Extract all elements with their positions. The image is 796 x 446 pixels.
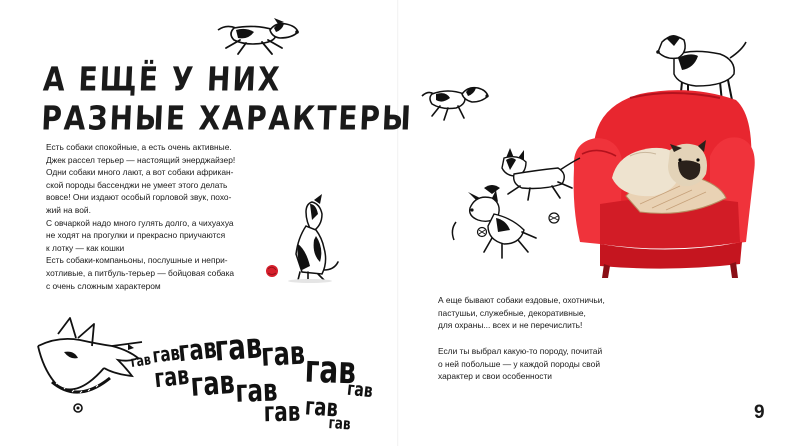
- text-line: Одни собаки много лают, а вот собаки африкан-: [46, 167, 234, 178]
- right-body-text-2: [438, 345, 644, 383]
- text-line: для охраны... всех и не перечислить!: [438, 320, 583, 331]
- page-number: 9: [754, 402, 765, 423]
- paragraph: [46, 254, 268, 292]
- bark-word: гав: [304, 346, 357, 393]
- bark-word: гав: [263, 394, 301, 428]
- text-line: о ней побольше — у каждой породы свой: [438, 358, 600, 369]
- paragraph: [46, 166, 268, 216]
- paragraph: [438, 345, 644, 383]
- text-line: Если ты выбрал какую-то породу, почитай: [438, 346, 603, 356]
- text-line: вовсе! Они издают особый горловой звук, похо-: [46, 192, 232, 203]
- bark-word: гав: [151, 340, 182, 368]
- text-line: Джек рассел терьер — настоящий энерджайзер!: [46, 154, 236, 165]
- bark-word: гав: [260, 333, 306, 374]
- text-line: не ходят на прогулки и прекрасно приучаются: [46, 230, 226, 241]
- text-line: к лотку — как кошки: [46, 242, 125, 253]
- text-line: хотливые, а питбуль-терьер — бойцовая собака: [46, 267, 235, 278]
- heading-line: А ЕЩЁ У НИХ: [42, 60, 283, 99]
- chapter-heading: [41, 60, 416, 138]
- bark-text-cascade: [129, 326, 392, 434]
- bark-word: гав: [346, 378, 374, 403]
- text-line: характер и свои особенности: [438, 371, 552, 382]
- bark-word: гав: [328, 413, 352, 434]
- paragraph: [46, 217, 268, 255]
- text-line: Есть собаки-компаньоны, послушные и непри-: [46, 255, 228, 266]
- text-line: жий на вой.: [46, 204, 91, 215]
- text-line: Есть собаки спокойные, а есть очень активные.: [46, 142, 232, 152]
- armchair-illustration: [570, 28, 756, 286]
- text-line: А еще бывают собаки ездовые, охотничьи,: [438, 295, 605, 305]
- bark-word: гав: [152, 360, 191, 394]
- paragraph: [438, 294, 644, 332]
- bark-word: гав: [234, 373, 279, 410]
- bark-word: гав: [129, 350, 152, 371]
- text-line: ской породы бассенджи не умеет этого делать: [46, 179, 228, 190]
- text-line: с очень сложным характером: [46, 280, 161, 291]
- bark-word: гав: [213, 326, 264, 370]
- text-line: пастушьи, служебные, декоративные,: [438, 307, 586, 318]
- playing-dogs-illustration: [448, 148, 584, 260]
- bark-word: гав: [176, 331, 219, 368]
- heading-line: РАЗНЫЕ ХАРАКТЕРЫ: [40, 98, 414, 138]
- left-body-text: [46, 141, 268, 292]
- running-dog-illustration: [212, 18, 304, 58]
- upper-terrier: [484, 148, 580, 200]
- bark-word: гав: [189, 363, 236, 404]
- right-body-text-1: [438, 294, 644, 332]
- jumping-puppy-illustration: [418, 80, 492, 122]
- barking-dog-illustration: [18, 316, 146, 428]
- text-line: С овчаркой надо много гулять долго, а чихуахуа: [46, 217, 234, 228]
- paragraph: [46, 141, 268, 166]
- bark-word: гав: [304, 392, 339, 424]
- lower-terrier: [452, 190, 536, 258]
- howling-dog-illustration: [262, 192, 346, 284]
